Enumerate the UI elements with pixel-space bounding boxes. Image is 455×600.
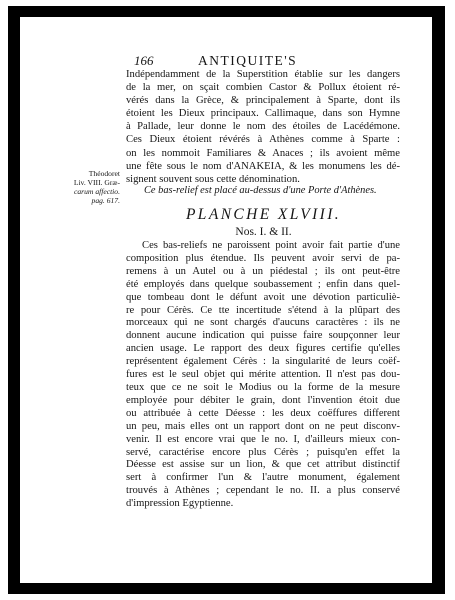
text-line: Ces Dieux étoient révérés à Athènes comme à Sparte :	[126, 134, 400, 146]
marginal-note-line: carum affectio.	[74, 187, 120, 196]
text-line: vérés dans la Grèce, & principalement à Sparte, dont ils	[126, 95, 400, 107]
text-line: représentent également Cérès : la singularité de leurs coëf-	[126, 356, 400, 368]
text-line: teux que ce ne soit le Modius ou la forme de la mesure	[126, 381, 400, 393]
text-line: que tombeau dont le défunt avoit une dévotion particuliè-	[126, 291, 400, 303]
text-line: sert à confirmer l'un & l'autre monument, également	[126, 472, 400, 484]
text-line: étoient les Dieux principaux. Callimaque, dans son Hymne	[126, 108, 400, 120]
text-line: signent souvent sous cette dénomination.	[126, 173, 300, 185]
text-line: à Pallade, leur donne le nom des étoiles de Lacédémone.	[126, 121, 400, 133]
text-line: Ces bas-reliefs ne paroissent point avoir fait partie d'une	[142, 240, 400, 251]
text-line: employée pour débiter le grain, dont l'invention étoit due	[126, 394, 400, 406]
text-line: d'impression Egyptienne.	[126, 498, 234, 510]
running-head: ANTIQUITE'S	[198, 53, 298, 68]
text-line: re pour Cérès. Ce tte incertitude s'étend à la plûpart des	[126, 304, 400, 316]
figure-caption: Ce bas-relief est placé au-dessus d'une Porte d'Athènes.	[144, 185, 377, 196]
text-line: de la mer, on sçait combien Castor & Pollux étoient ré-	[126, 82, 400, 94]
text-line: morceaux qui ne sont chargés d'aucuns caractères : ils ne	[126, 317, 400, 329]
marginal-note	[48, 169, 120, 205]
marginal-note-line: pag. 617.	[91, 196, 120, 205]
text-line: on les nommoit Familiares & Anaces ; ils avoient même	[126, 147, 400, 159]
paragraph-castor-pollux	[126, 68, 400, 186]
text-line: donnent aucune indication qui puisse faire soupçonner leur	[126, 330, 400, 342]
page-number: 166	[134, 53, 154, 68]
plate-description	[126, 240, 400, 511]
text-line: une fête sous le nom d'ANAKEIA, & les monumens les dé-	[126, 160, 400, 172]
text-line: ou attribuée à cette Déesse : les deux coëffures different	[126, 407, 400, 419]
text-line: Déesse est assise sur un lion, & que cet attribut distinctif	[126, 459, 400, 471]
text-line: servé, caractérise encore plus Cérès ; puisqu'en effet la	[126, 446, 400, 458]
text-line: Indépendamment de la Superstition établie sur les dangers	[126, 69, 400, 80]
plate-subtitle: Nos. I. & II.	[235, 226, 292, 238]
text-line: composition plus étendue. Ils peuvent avoir servi de pa-	[126, 252, 400, 264]
plate-title: PLANCHE XLVIII.	[185, 206, 342, 223]
text-line: venir. Il est encore vrai que le no. I, d'ailleurs mieux con-	[126, 433, 400, 445]
marginal-note-line: Liv. VIII. Græ-	[73, 178, 120, 187]
text-line: remens à un Autel ou à un piédestal ; ils ont peut-être	[126, 265, 400, 277]
page-header	[20, 53, 432, 69]
text-line: un peu, mais elles ont un rapport dont on ne peut disconv-	[126, 420, 400, 432]
marginal-note-line: Théodoret	[88, 169, 120, 178]
text-line: fures est le seul objet qui mérite attention. Il n'est pas dou-	[126, 369, 400, 381]
book-page	[20, 17, 432, 583]
text-line: été employés dans quelque soubassement ; enfin dans quel-	[126, 278, 400, 290]
text-line: ancien usage. Le rapport des deux figures certifie qu'elles	[126, 343, 400, 355]
text-line: trouvés à Athènes ; cependant le no. II. a plus conservé	[126, 485, 400, 497]
